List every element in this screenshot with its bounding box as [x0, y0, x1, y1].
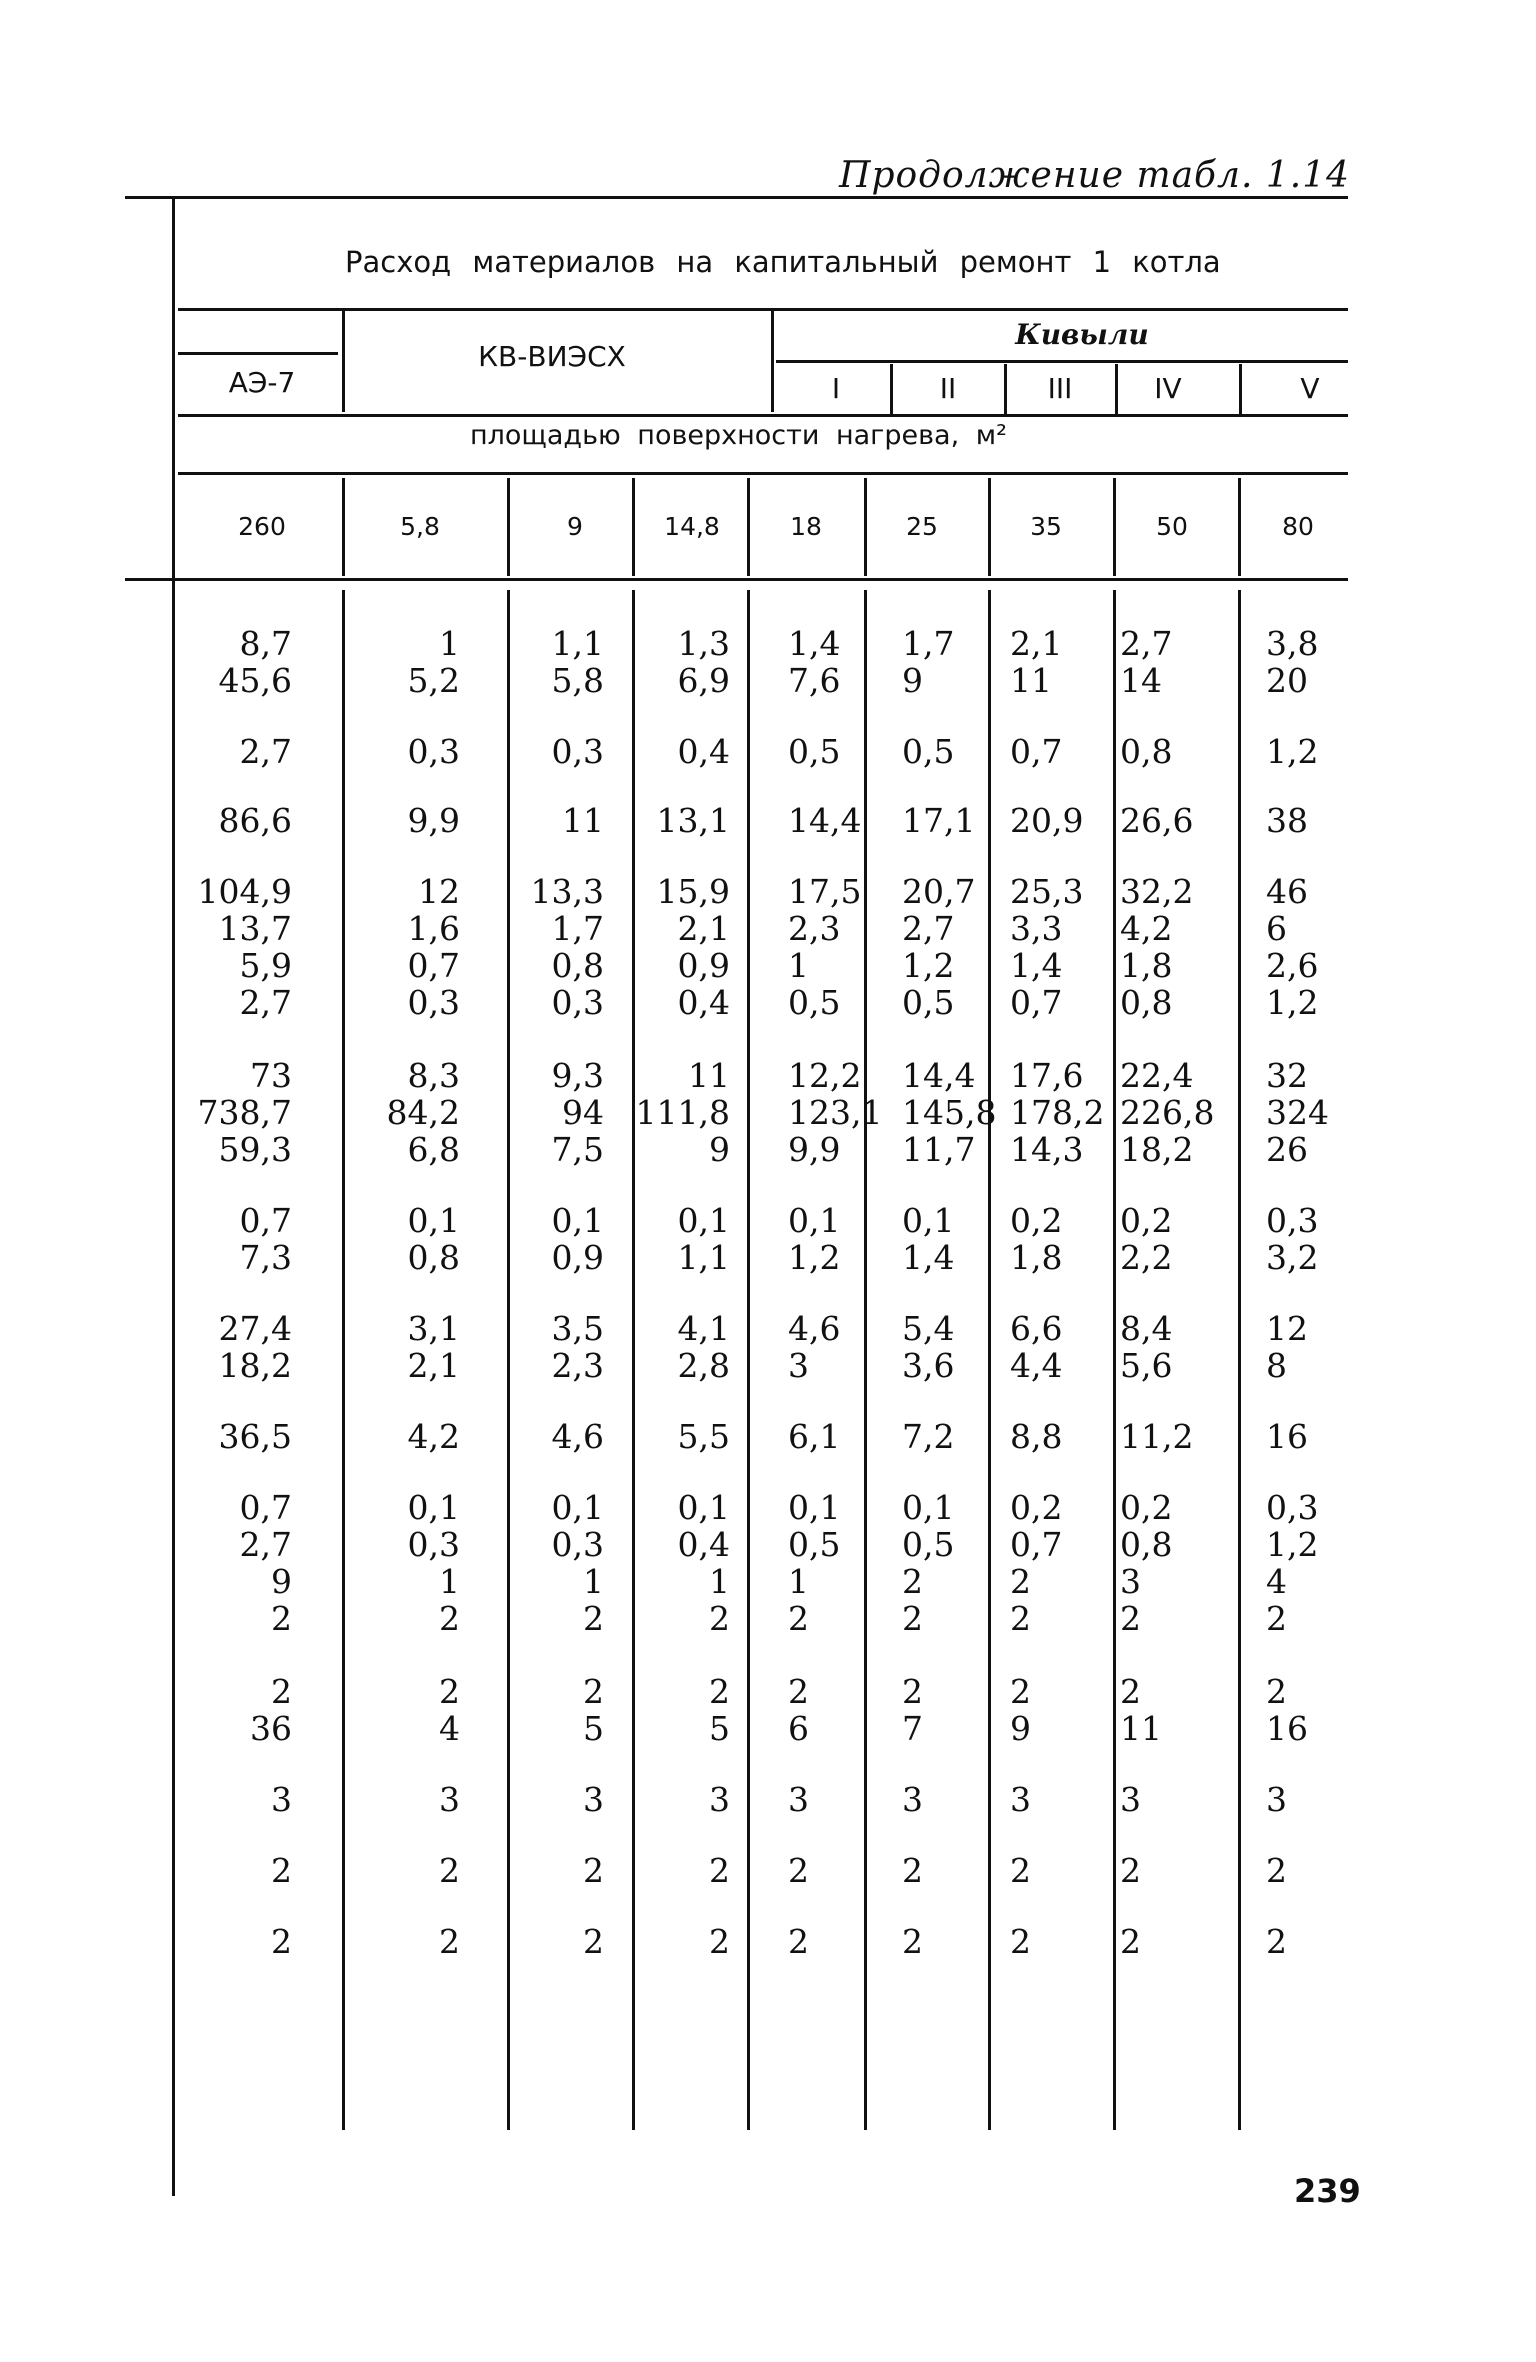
table-cell: 2 — [1120, 1922, 1141, 1961]
table-cell: 0,8 — [551, 946, 604, 985]
table-cell: 4 — [1266, 1562, 1287, 1601]
area-value: 260 — [238, 512, 286, 541]
table-cell: 1 — [583, 1562, 604, 1601]
table-cell: 3 — [1120, 1562, 1141, 1601]
table-cell: 2,2 — [1120, 1238, 1173, 1277]
table-cell: 2,7 — [239, 732, 292, 771]
table-cell: 11,2 — [1120, 1417, 1194, 1456]
header-sep-kv — [771, 308, 774, 412]
table-cell: 0,5 — [788, 1525, 841, 1564]
table-cell: 2,7 — [239, 983, 292, 1022]
table-cell: 0,1 — [407, 1488, 460, 1527]
header-sep-roman-2 — [1004, 364, 1007, 414]
table-cell: 1,8 — [1120, 946, 1173, 985]
table-cell: 14,4 — [902, 1056, 976, 1095]
table-cell: 2 — [902, 1562, 923, 1601]
table-cell: 0,8 — [1120, 983, 1173, 1022]
table-cell: 178,2 — [1010, 1093, 1105, 1132]
table-cell: 26 — [1266, 1130, 1308, 1169]
table-cell: 4,6 — [551, 1417, 604, 1456]
table-cell: 0,7 — [1010, 1525, 1063, 1564]
area-sep-7 — [1113, 478, 1116, 576]
table-cell: 36,5 — [218, 1417, 292, 1456]
body-sep-1 — [342, 590, 345, 2130]
table-cell: 2 — [583, 1922, 604, 1961]
table-cell: 2 — [1266, 1922, 1287, 1961]
table-cell: 3 — [709, 1780, 730, 1819]
area-sep-6 — [988, 478, 991, 576]
table-cell: 5,8 — [551, 661, 604, 700]
table-cell: 3,2 — [1266, 1238, 1319, 1277]
table-cell: 3 — [1120, 1780, 1141, 1819]
table-cell: 2 — [902, 1672, 923, 1711]
table-cell: 4 — [439, 1709, 460, 1748]
table-cell: 111,8 — [635, 1093, 730, 1132]
header-roman-i: I — [831, 372, 841, 405]
table-title: Расход материалов на капитальный ремонт 1 котла — [345, 245, 1221, 279]
table-cell: 2 — [271, 1922, 292, 1961]
table-cell: 0,5 — [788, 983, 841, 1022]
table-cell: 0,3 — [551, 1525, 604, 1564]
table-cell: 0,1 — [407, 1201, 460, 1240]
table-cell: 0,1 — [788, 1488, 841, 1527]
table-cell: 3 — [271, 1780, 292, 1819]
body-sep-4 — [747, 590, 750, 2130]
page-number: 239 — [1294, 2172, 1361, 2210]
table-cell: 3,6 — [902, 1346, 955, 1385]
table-cell: 0,9 — [551, 1238, 604, 1277]
table-cell: 1,2 — [1266, 983, 1319, 1022]
table-cell: 0,5 — [902, 1525, 955, 1564]
table-cell: 1,7 — [551, 909, 604, 948]
table-cell: 4,4 — [1010, 1346, 1063, 1385]
table-cell: 3,3 — [1010, 909, 1063, 948]
table-cell: 32,2 — [1120, 872, 1194, 911]
table-cell: 32 — [1266, 1056, 1308, 1095]
table-cell: 2 — [439, 1672, 460, 1711]
table-cell: 2 — [439, 1922, 460, 1961]
table-cell: 4,2 — [407, 1417, 460, 1456]
table-cell: 9,9 — [788, 1130, 841, 1169]
body-sep-2 — [507, 590, 510, 2130]
table-cell: 12,2 — [788, 1056, 862, 1095]
area-sep-5 — [864, 478, 867, 576]
table-cell: 0,1 — [677, 1488, 730, 1527]
table-cell: 2 — [1120, 1672, 1141, 1711]
table-cell: 2 — [902, 1922, 923, 1961]
table-cell: 59,3 — [218, 1130, 292, 1169]
table-cell: 11,7 — [902, 1130, 976, 1169]
table-cell: 5,9 — [239, 946, 292, 985]
table-cell: 0,2 — [1010, 1488, 1063, 1527]
body-sep-3 — [632, 590, 635, 2130]
table-cell: 5 — [709, 1709, 730, 1748]
header-rule-2 — [178, 414, 1348, 417]
table-cell: 17,5 — [788, 872, 862, 911]
table-cell: 5 — [583, 1709, 604, 1748]
table-cell: 0,1 — [902, 1488, 955, 1527]
body-sep-7 — [1113, 590, 1116, 2130]
table-cell: 2 — [271, 1851, 292, 1890]
area-value: 35 — [1030, 512, 1062, 541]
table-cell: 3 — [439, 1780, 460, 1819]
area-value: 50 — [1156, 512, 1188, 541]
area-sep-3 — [632, 478, 635, 576]
table-cell: 14,4 — [788, 801, 862, 840]
table-cell: 2 — [788, 1922, 809, 1961]
area-sep-8 — [1238, 478, 1241, 576]
body-sep-5 — [864, 590, 867, 2130]
table-cell: 11 — [688, 1056, 730, 1095]
table-cell: 7,6 — [788, 661, 841, 700]
area-subheader: площадью поверхности нагрева, м² — [470, 420, 1007, 451]
table-cell: 2 — [439, 1851, 460, 1890]
table-cell: 2 — [788, 1672, 809, 1711]
table-cell: 8,7 — [239, 624, 292, 663]
header-roman-iii: III — [1047, 372, 1073, 405]
table-cell: 2,7 — [902, 909, 955, 948]
table-cell: 0,5 — [902, 983, 955, 1022]
table-cell: 11 — [562, 801, 604, 840]
table-cell: 3,5 — [551, 1309, 604, 1348]
table-cell: 16 — [1266, 1709, 1308, 1748]
table-cell: 3 — [788, 1346, 809, 1385]
table-cell: 13,7 — [218, 909, 292, 948]
table-cell: 20,9 — [1010, 801, 1084, 840]
table-cell: 1,4 — [788, 624, 841, 663]
table-cell: 1,3 — [677, 624, 730, 663]
table-cell: 2 — [1266, 1599, 1287, 1638]
table-cell: 5,6 — [1120, 1346, 1173, 1385]
table-cell: 3,8 — [1266, 624, 1319, 663]
table-cell: 1,1 — [677, 1238, 730, 1277]
table-cell: 94 — [562, 1093, 604, 1132]
table-cell: 13,1 — [656, 801, 730, 840]
table-cell: 12 — [418, 872, 460, 911]
table-cell: 2 — [583, 1672, 604, 1711]
table-cell: 1,2 — [902, 946, 955, 985]
kivyli-rule — [776, 360, 1348, 363]
left-frame-line — [172, 196, 175, 2196]
table-cell: 0,7 — [239, 1201, 292, 1240]
table-cell: 7,2 — [902, 1417, 955, 1456]
table-cell: 2 — [1010, 1672, 1031, 1711]
table-cell: 0,3 — [551, 983, 604, 1022]
table-cell: 2 — [271, 1599, 292, 1638]
table-cell: 6,1 — [788, 1417, 841, 1456]
ae7-rule — [178, 352, 338, 355]
table-cell: 0,1 — [902, 1201, 955, 1240]
table-cell: 0,3 — [1266, 1201, 1319, 1240]
table-cell: 2,3 — [788, 909, 841, 948]
table-cell: 14 — [1120, 661, 1162, 700]
table-cell: 9,9 — [407, 801, 460, 840]
table-cell: 145,8 — [902, 1093, 997, 1132]
table-cell: 6,9 — [677, 661, 730, 700]
table-cell: 11 — [1120, 1709, 1162, 1748]
table-cell: 17,1 — [902, 801, 976, 840]
header-roman-v: V — [1300, 372, 1320, 405]
table-cell: 9 — [1010, 1709, 1031, 1748]
header-kv-viesh: КВ-ВИЭСХ — [478, 340, 626, 373]
table-cell: 22,4 — [1120, 1056, 1194, 1095]
table-cell: 3 — [1266, 1780, 1287, 1819]
table-cell: 2 — [1266, 1851, 1287, 1890]
table-caption: Продолжение табл. 1.14 — [839, 155, 1350, 196]
table-cell: 324 — [1266, 1093, 1329, 1132]
table-cell: 9 — [709, 1130, 730, 1169]
table-cell: 0,1 — [677, 1201, 730, 1240]
table-cell: 86,6 — [218, 801, 292, 840]
table-cell: 2 — [788, 1851, 809, 1890]
table-cell: 7,5 — [551, 1130, 604, 1169]
table-cell: 9 — [271, 1562, 292, 1601]
header-rule-1 — [178, 308, 1348, 311]
area-sep-2 — [507, 478, 510, 576]
area-sep-4 — [747, 478, 750, 576]
table-cell: 3 — [902, 1780, 923, 1819]
table-cell: 2 — [709, 1599, 730, 1638]
table-cell: 0,3 — [551, 732, 604, 771]
table-cell: 15,9 — [656, 872, 730, 911]
area-value: 5,8 — [400, 512, 440, 541]
area-value: 18 — [790, 512, 822, 541]
table-cell: 7,3 — [239, 1238, 292, 1277]
table-cell: 3,1 — [407, 1309, 460, 1348]
table-cell: 8 — [1266, 1346, 1287, 1385]
table-cell: 1,4 — [1010, 946, 1063, 985]
table-cell: 5,4 — [902, 1309, 955, 1348]
table-cell: 0,7 — [1010, 732, 1063, 771]
header-bottom-rule — [125, 578, 1348, 581]
table-cell: 2 — [583, 1851, 604, 1890]
table-cell: 1,2 — [1266, 1525, 1319, 1564]
table-cell: 8,4 — [1120, 1309, 1173, 1348]
table-cell: 0,7 — [239, 1488, 292, 1527]
table-cell: 0,2 — [1010, 1201, 1063, 1240]
table-cell: 13,3 — [530, 872, 604, 911]
table-cell: 2 — [902, 1851, 923, 1890]
body-sep-6 — [988, 590, 991, 2130]
table-cell: 226,8 — [1120, 1093, 1215, 1132]
table-cell: 0,4 — [677, 732, 730, 771]
header-sep-roman-1 — [890, 364, 893, 414]
table-cell: 1,7 — [902, 624, 955, 663]
table-cell: 3 — [788, 1780, 809, 1819]
table-cell: 8,3 — [407, 1056, 460, 1095]
table-cell: 2,1 — [1010, 624, 1063, 663]
table-cell: 2 — [1010, 1922, 1031, 1961]
table-cell: 2 — [788, 1599, 809, 1638]
table-cell: 2 — [583, 1599, 604, 1638]
table-cell: 0,8 — [1120, 1525, 1173, 1564]
table-cell: 0,2 — [1120, 1488, 1173, 1527]
area-value: 80 — [1282, 512, 1314, 541]
table-cell: 2,6 — [1266, 946, 1319, 985]
body-sep-8 — [1238, 590, 1241, 2130]
table-cell: 3 — [583, 1780, 604, 1819]
table-cell: 2 — [1010, 1562, 1031, 1601]
table-cell: 17,6 — [1010, 1056, 1084, 1095]
table-cell: 0,3 — [407, 732, 460, 771]
table-cell: 6 — [1266, 909, 1287, 948]
table-cell: 1,6 — [407, 909, 460, 948]
header-kivyli: Кивыли — [1015, 318, 1149, 351]
table-cell: 11 — [1010, 661, 1052, 700]
table-cell: 2,3 — [551, 1346, 604, 1385]
table-cell: 0,7 — [1010, 983, 1063, 1022]
table-cell: 0,5 — [788, 732, 841, 771]
table-cell: 0,3 — [407, 983, 460, 1022]
table-cell: 3 — [1010, 1780, 1031, 1819]
table-cell: 2,1 — [677, 909, 730, 948]
area-value: 25 — [906, 512, 938, 541]
table-cell: 7 — [902, 1709, 923, 1748]
table-cell: 1 — [788, 946, 809, 985]
table-cell: 0,2 — [1120, 1201, 1173, 1240]
table-cell: 2 — [1010, 1851, 1031, 1890]
area-value: 9 — [567, 512, 583, 541]
table-cell: 1,1 — [551, 624, 604, 663]
header-ae7: АЭ-7 — [228, 366, 296, 399]
table-cell: 0,8 — [1120, 732, 1173, 771]
table-cell: 0,4 — [677, 1525, 730, 1564]
table-cell: 2 — [1266, 1672, 1287, 1711]
table-cell: 4,6 — [788, 1309, 841, 1348]
table-cell: 2 — [709, 1851, 730, 1890]
table-cell: 1 — [709, 1562, 730, 1601]
table-cell: 2 — [902, 1599, 923, 1638]
table-cell: 0,3 — [407, 1525, 460, 1564]
table-cell: 738,7 — [197, 1093, 292, 1132]
area-value: 14,8 — [664, 512, 720, 541]
table-cell: 18,2 — [1120, 1130, 1194, 1169]
table-cell: 2 — [1120, 1599, 1141, 1638]
table-cell: 0,1 — [788, 1201, 841, 1240]
table-cell: 2,7 — [239, 1525, 292, 1564]
table-cell: 2 — [709, 1672, 730, 1711]
table-cell: 84,2 — [386, 1093, 460, 1132]
table-cell: 73 — [250, 1056, 292, 1095]
table-cell: 12 — [1266, 1309, 1308, 1348]
table-cell: 18,2 — [218, 1346, 292, 1385]
table-cell: 20 — [1266, 661, 1308, 700]
table-cell: 1 — [788, 1562, 809, 1601]
table-cell: 6,8 — [407, 1130, 460, 1169]
table-cell: 1,2 — [788, 1238, 841, 1277]
table-cell: 6 — [788, 1709, 809, 1748]
table-cell: 0,9 — [677, 946, 730, 985]
table-cell: 104,9 — [197, 872, 292, 911]
table-cell: 1,4 — [902, 1238, 955, 1277]
table-cell: 1 — [439, 1562, 460, 1601]
table-cell: 1 — [439, 624, 460, 663]
table-cell: 2,8 — [677, 1346, 730, 1385]
table-cell: 0,7 — [407, 946, 460, 985]
table-cell: 2 — [271, 1672, 292, 1711]
table-cell: 38 — [1266, 801, 1308, 840]
table-cell: 5,5 — [677, 1417, 730, 1456]
header-sep-ae7 — [342, 308, 345, 412]
table-cell: 26,6 — [1120, 801, 1194, 840]
header-roman-ii: II — [939, 372, 957, 405]
table-cell: 45,6 — [218, 661, 292, 700]
table-cell: 6,6 — [1010, 1309, 1063, 1348]
table-cell: 4,2 — [1120, 909, 1173, 948]
table-cell: 16 — [1266, 1417, 1308, 1456]
table-cell: 2 — [439, 1599, 460, 1638]
table-cell: 9,3 — [551, 1056, 604, 1095]
table-cell: 0,4 — [677, 983, 730, 1022]
table-cell: 14,3 — [1010, 1130, 1084, 1169]
table-cell: 25,3 — [1010, 872, 1084, 911]
header-rule-3 — [178, 472, 1348, 475]
top-rule — [125, 196, 1348, 199]
table-cell: 4,1 — [677, 1309, 730, 1348]
table-cell: 0,3 — [1266, 1488, 1319, 1527]
table-cell: 2 — [1120, 1851, 1141, 1890]
table-cell: 2 — [1010, 1599, 1031, 1638]
header-sep-roman-3 — [1115, 364, 1118, 414]
table-cell: 2 — [709, 1922, 730, 1961]
table-cell: 0,1 — [551, 1488, 604, 1527]
table-cell: 20,7 — [902, 872, 976, 911]
table-cell: 0,5 — [902, 732, 955, 771]
table-cell: 1,8 — [1010, 1238, 1063, 1277]
table-cell: 46 — [1266, 872, 1308, 911]
table-cell: 0,1 — [551, 1201, 604, 1240]
table-cell: 123,1 — [788, 1093, 883, 1132]
table-cell: 8,8 — [1010, 1417, 1063, 1456]
header-sep-roman-4 — [1239, 364, 1242, 414]
table-cell: 1,2 — [1266, 732, 1319, 771]
table-cell: 9 — [902, 661, 923, 700]
area-sep-1 — [342, 478, 345, 576]
table-cell: 36 — [250, 1709, 292, 1748]
table-cell: 2,1 — [407, 1346, 460, 1385]
header-roman-iv: IV — [1154, 372, 1182, 405]
table-cell: 0,8 — [407, 1238, 460, 1277]
table-cell: 5,2 — [407, 661, 460, 700]
table-cell: 2,7 — [1120, 624, 1173, 663]
table-cell: 27,4 — [218, 1309, 292, 1348]
